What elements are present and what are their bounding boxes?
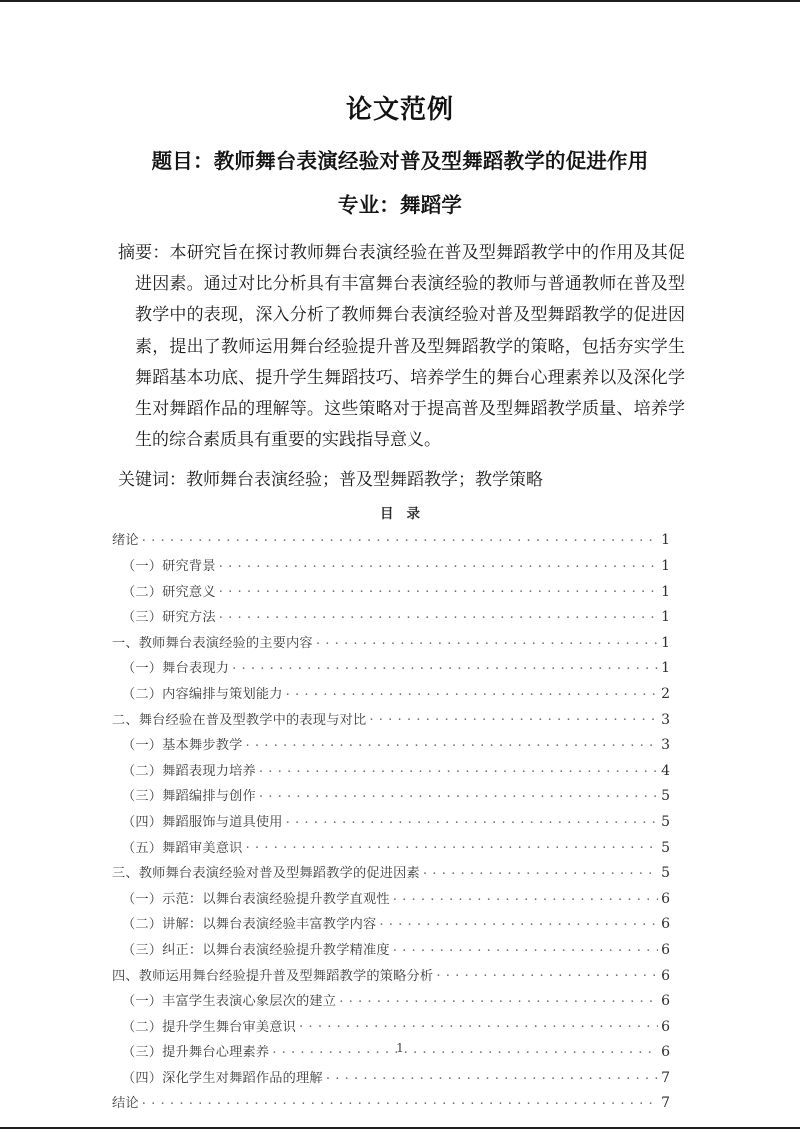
toc-entry[interactable] [122, 657, 670, 683]
toc-entry-page-number: 5 [661, 788, 670, 805]
toc-entry-label: （三）提升舞台心理素养 [122, 1045, 270, 1061]
toc-dot-leader [393, 941, 658, 954]
toc-entry[interactable] [122, 888, 670, 914]
thesis-subject-title: 题目：教师舞台表演经验对普及型舞蹈教学的促进作用 [151, 149, 649, 173]
toc-entry-page-number: 4 [661, 762, 670, 779]
toc-dot-leader [219, 608, 658, 621]
page-title: 论文范例 [345, 95, 454, 125]
toc-dot-leader [219, 557, 658, 570]
footer-page-number: 1 [396, 1040, 404, 1055]
toc-dot-leader [286, 685, 658, 698]
major-field-line: 专业：舞蹈学 [337, 193, 463, 217]
toc-entry-label: （四）深化学生对舞蹈作品的理解 [122, 1070, 323, 1086]
toc-entry-page-number: 1 [661, 609, 670, 626]
toc-entry[interactable] [122, 990, 670, 1016]
toc-entry[interactable] [122, 683, 670, 709]
toc-heading-char-2: 录 [406, 506, 420, 523]
toc-entry-label: 四、教师运用舞台经验提升普及型舞蹈教学的策略分析 [112, 968, 434, 984]
toc-entry-page-number: 1 [661, 583, 670, 600]
toc-entry-label: （一）基本舞步教学 [122, 738, 243, 754]
toc-entry-label: （二）舞蹈表现力培养 [122, 763, 256, 779]
toc-entry-page-number: 6 [661, 941, 670, 958]
toc-entry[interactable] [112, 709, 670, 735]
toc-entry-label: 一、教师舞台表演经验的主要内容 [112, 635, 313, 651]
toc-heading-char-1: 目 [380, 506, 394, 523]
toc-entry[interactable] [112, 632, 670, 658]
toc-entry-label: （二）提升学生舞台审美意识 [122, 1019, 297, 1035]
toc-dot-leader [393, 890, 658, 903]
toc-entry-label: 结论 [112, 1096, 139, 1112]
toc-entry-page-number: 3 [661, 737, 670, 754]
toc-entry[interactable] [122, 760, 670, 786]
toc-dot-leader [326, 1069, 658, 1082]
toc-entry-label: （一）丰富学生表演心象层次的建立 [122, 994, 337, 1010]
toc-dot-leader [142, 1094, 658, 1107]
toc-entry-page-number: 6 [661, 1044, 670, 1061]
toc-entry-label: （二）内容编排与策划能力 [122, 686, 283, 702]
toc-entry[interactable] [122, 606, 670, 632]
toc-heading [0, 495, 800, 524]
toc-dot-leader [142, 531, 658, 544]
toc-entry[interactable] [112, 965, 670, 991]
toc-entry[interactable] [122, 785, 670, 811]
toc-entry[interactable] [122, 555, 670, 581]
toc-dot-leader [316, 634, 658, 647]
toc-entry[interactable] [122, 1067, 670, 1093]
toc-entry-page-number: 6 [661, 916, 670, 933]
toc-entry-page-number: 7 [661, 1095, 670, 1112]
toc-entry-page-number: 6 [661, 967, 670, 984]
toc-list [0, 524, 800, 1118]
toc-entry-label: （一）研究背景 [122, 559, 216, 575]
toc-entry-page-number: 7 [661, 1069, 670, 1086]
toc-dot-leader [369, 710, 658, 723]
toc-dot-leader [259, 787, 658, 800]
toc-dot-leader [232, 659, 658, 672]
toc-entry-label: （四）舞蹈服饰与道具使用 [122, 814, 283, 830]
toc-entry-page-number: 1 [661, 634, 670, 651]
toc-entry-page-number: 2 [661, 685, 670, 702]
toc-entry-page-number: 1 [661, 660, 670, 677]
toc-entry[interactable] [112, 1092, 670, 1118]
toc-entry[interactable] [112, 529, 670, 555]
toc-dot-leader [246, 838, 659, 851]
toc-entry[interactable] [122, 734, 670, 760]
abstract-paragraph: 摘要：本研究旨在探讨教师舞台表演经验在普及型舞蹈教学中的作用及其促进因素。通过对比分析具有丰富舞台表演经验的教师与普通教师在普及型教学中的表现，深入分析了教师舞台表演经验对普及型舞蹈教学的促进因素，提出了教师运用舞台经验提升普及型舞蹈教学的策略，包括夯实学生舞蹈基本功底、提升学生舞蹈技巧、培养学生的舞台心理素养以及深化学生对舞蹈作品的理解等。这些策略对于提高普及型舞蹈教学质量、培养学生的综合素质具有重要的实践指导意义。 [118, 243, 685, 451]
toc-entry-label: （五）舞蹈审美意识 [122, 840, 243, 856]
toc-entry-page-number: 5 [661, 839, 670, 856]
toc-entry-page-number: 5 [661, 865, 670, 882]
toc-entry-page-number: 1 [661, 558, 670, 575]
toc-entry[interactable] [122, 581, 670, 607]
toc-entry[interactable] [122, 913, 670, 939]
toc-dot-leader [286, 813, 658, 826]
toc-entry-label: 三、教师舞台表演经验对普及型舞蹈教学的促进因素 [112, 866, 420, 882]
toc-dot-leader [379, 915, 658, 928]
toc-entry[interactable] [122, 939, 670, 965]
keywords-section [0, 456, 800, 495]
toc-entry-label: （三）研究方法 [122, 610, 216, 626]
toc-entry[interactable] [112, 862, 670, 888]
toc-dot-leader [423, 864, 658, 877]
toc-dot-leader [246, 736, 659, 749]
toc-entry[interactable] [122, 811, 670, 837]
scan-edge-bottom [0, 1127, 800, 1129]
toc-entry-label: （三）纠正：以舞台表演经验提升教学精准度 [122, 942, 390, 958]
toc-entry-label: 绪论 [112, 533, 139, 549]
toc-dot-leader [436, 966, 658, 979]
toc-entry-page-number: 1 [661, 532, 670, 549]
toc-entry-page-number: 5 [661, 813, 670, 830]
toc-entry[interactable] [122, 837, 670, 863]
toc-dot-leader [339, 992, 658, 1005]
toc-dot-leader [299, 1018, 658, 1031]
toc-entry-label: （三）舞蹈编排与创作 [122, 789, 256, 805]
toc-dot-leader [259, 762, 658, 775]
toc-entry-label: （二）讲解：以舞台表演经验丰富教学内容 [122, 917, 377, 933]
abstract-section [0, 220, 800, 456]
toc-entry[interactable] [122, 1016, 670, 1042]
toc-entry-label: 二、舞台经验在普及型教学中的表现与对比 [112, 712, 367, 728]
toc-entry-label: （一）舞台表现力 [122, 661, 230, 677]
toc-dot-leader [219, 582, 658, 595]
toc-entry-label: （一）示范：以舞台表演经验提升教学直观性 [122, 891, 390, 907]
toc-entry-page-number: 6 [661, 1018, 670, 1035]
toc-entry-page-number: 6 [661, 993, 670, 1010]
toc-entry-page-number: 6 [661, 890, 670, 907]
toc-entry-label: （二）研究意义 [122, 584, 216, 600]
toc-entry-page-number: 3 [661, 711, 670, 728]
keywords-line: 关键词：教师舞台表演经验；普及型舞蹈教学；教学策略 [118, 470, 543, 491]
